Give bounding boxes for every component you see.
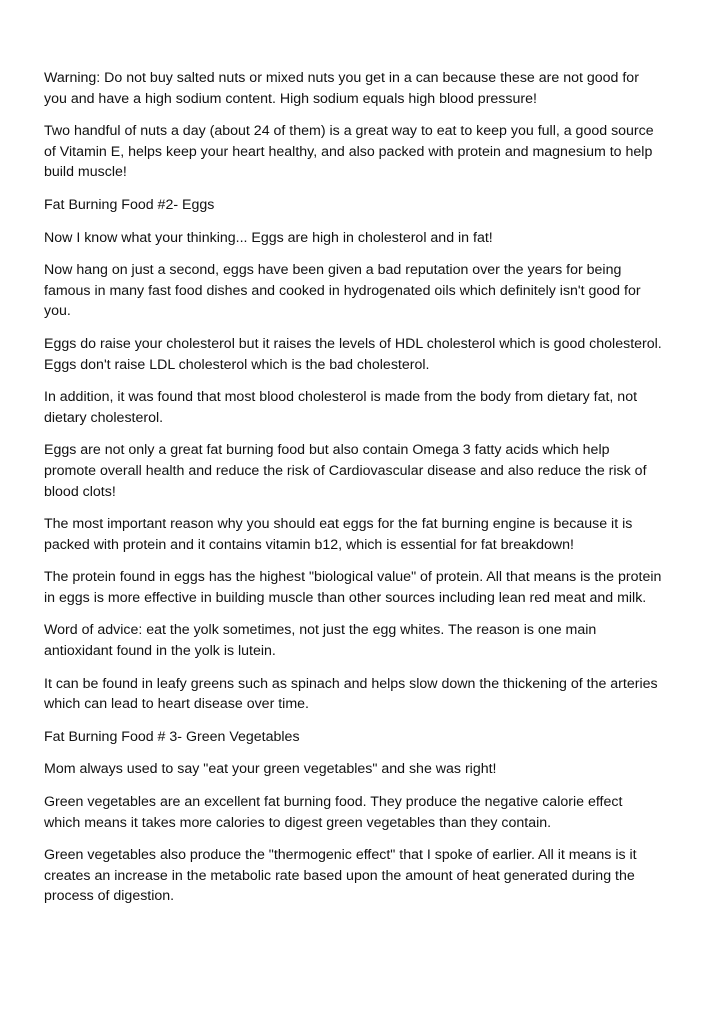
paragraph-eggs-cholesterol-myth: Now I know what your thinking... Eggs are high in cholesterol and in fat! bbox=[44, 229, 493, 246]
paragraph-eggs-reputation: Now hang on just a second, eggs have been given a bad reputation over the years for being famous in many fast food dishes and cooked in hydrogenated oils which definitely isn't good for you. bbox=[44, 262, 641, 320]
paragraph-protein-b12: The most important reason why you should eat eggs for the fat burning engine is because it is packed with protein and it contains vitamin b12, which is essential for fat breakdown! bbox=[44, 516, 633, 553]
section-heading-green-vegetables: Fat Burning Food # 3- Green Vegetables bbox=[44, 728, 300, 745]
paragraph-hdl-ldl: Eggs do raise your cholesterol but it raises the levels of HDL cholesterol which is good cholesterol. Eggs don't raise LDL cholesterol which is the bad cholesterol. bbox=[44, 335, 662, 373]
paragraph-nuts-benefits: Two handful of nuts a day (about 24 of them) is a great way to eat to keep you full, a good source of Vitamin E, helps keep your heart healthy, and also packed with protein and magnesium to help build muscle! bbox=[44, 123, 654, 181]
paragraph-thermogenic-effect: Green vegetables also produce the "thermogenic effect" that I spoke of earlier. All it means is it creates an increase in the metabolic rate based upon the amount of heat generated during the process of digestion. bbox=[44, 847, 637, 905]
paragraph-salted-nuts-warning: Warning: Do not buy salted nuts or mixed nuts you get in a can because these are not good for you and have a high sodium content. High sodium equals high blood pressure! bbox=[44, 70, 639, 107]
paragraph-blood-cholesterol: In addition, it was found that most blood cholesterol is made from the body from dietary fat, not dietary cholesterol. bbox=[44, 389, 638, 426]
paragraph-yolk-advice: Word of advice: eat the yolk sometimes, not just the egg whites. The reason is one main antioxidant found in the yolk is lutein. bbox=[44, 622, 597, 660]
paragraph-mom-advice: Mom always used to say "eat your green vegetables" and she was right! bbox=[44, 761, 497, 778]
paragraph-negative-calorie: Green vegetables are an excellent fat burning food. They produce the negative calorie effect which means it takes more calories to digest green vegetables than they contain. bbox=[44, 794, 623, 831]
paragraph-omega-3: Eggs are not only a great fat burning food but also contain Omega 3 fatty acids which help promote overall health and reduce the risk of Cardiovascular disease and also reduce the risk of blood clots! bbox=[44, 442, 647, 500]
document-page bbox=[44, 68, 692, 919]
paragraph-lutein: It can be found in leafy greens such as spinach and helps slow down the thickening of the arteries which can lead to heart disease over time. bbox=[44, 675, 658, 713]
section-heading-eggs: Fat Burning Food #2- Eggs bbox=[44, 196, 215, 213]
paragraph-biological-value: The protein found in eggs has the highest "biological value" of protein. All that means is the protein in eggs is more effective in building muscle than other sources including lean red meat and milk. bbox=[44, 569, 662, 606]
